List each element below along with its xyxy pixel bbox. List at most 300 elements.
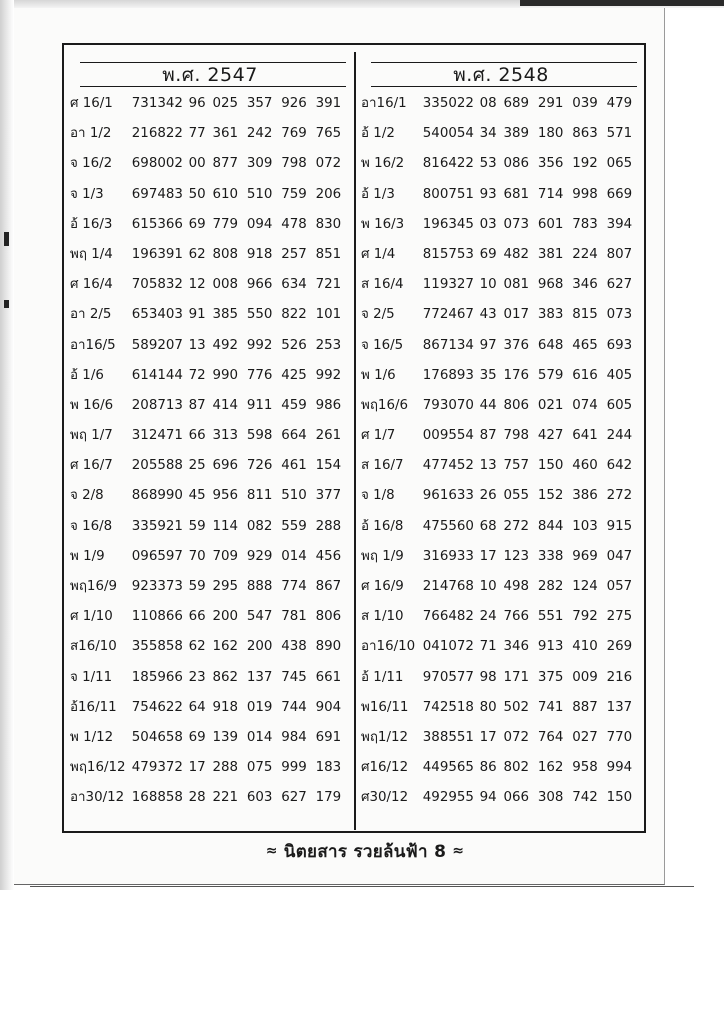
draw-row xyxy=(361,183,641,213)
three-digit-number: 114 xyxy=(212,518,239,534)
page-bottom-edge xyxy=(30,886,694,887)
draw-row xyxy=(70,515,350,545)
three-digit-number: 073 xyxy=(503,216,530,232)
first-prize-number: 816422 xyxy=(422,156,474,172)
three-digit-number: 502 xyxy=(503,699,530,715)
draw-row xyxy=(361,515,641,545)
first-prize-number: 731342 xyxy=(131,96,183,111)
three-digit-number: 377 xyxy=(315,488,342,504)
three-digit-number: 603 xyxy=(246,790,273,806)
three-digit-number: 696 xyxy=(212,458,239,474)
three-digit-number: 709 xyxy=(212,548,239,564)
three-digit-number: 459 xyxy=(281,397,307,413)
three-digit-number: 272 xyxy=(503,518,530,534)
draw-row xyxy=(361,726,641,756)
three-digit-number: 162 xyxy=(537,760,564,776)
three-digit-number: 601 xyxy=(537,216,564,232)
draw-row xyxy=(70,213,350,243)
three-digit-number: 969 xyxy=(572,548,598,564)
three-digit-number: 689 xyxy=(503,96,530,111)
three-digit-number: 269 xyxy=(606,639,633,655)
first-prize-number: 096597 xyxy=(131,548,183,564)
two-digit-number: 43 xyxy=(479,307,497,323)
three-digit-number: 137 xyxy=(246,669,273,685)
draw-row xyxy=(70,756,350,786)
three-digit-number: 890 xyxy=(315,639,342,655)
draw-row xyxy=(70,122,350,152)
three-digit-number: 438 xyxy=(281,639,307,655)
draw-date: ศ 16/7 xyxy=(70,458,113,474)
draw-date: พฤ1/12 xyxy=(361,729,409,745)
three-digit-number: 766 xyxy=(503,609,530,625)
three-digit-number: 510 xyxy=(246,186,273,202)
three-digit-number: 918 xyxy=(212,699,239,715)
column-title: พ.ศ. 2548 xyxy=(453,64,549,86)
three-digit-number: 176 xyxy=(503,367,530,383)
three-digit-number: 998 xyxy=(572,186,598,202)
three-digit-number: 137 xyxy=(606,699,633,715)
two-digit-number: 28 xyxy=(188,790,206,806)
three-digit-number: 139 xyxy=(212,729,239,745)
three-digit-number: 288 xyxy=(212,760,239,776)
three-digit-number: 072 xyxy=(503,729,530,745)
three-digit-number: 765 xyxy=(315,126,342,142)
three-digit-number: 661 xyxy=(315,669,342,685)
draw-row xyxy=(70,92,350,122)
three-digit-number: 357 xyxy=(246,96,273,111)
draw-row xyxy=(70,183,350,213)
three-digit-number: 288 xyxy=(315,518,342,534)
three-digit-number: 664 xyxy=(281,428,307,444)
three-digit-number: 179 xyxy=(315,790,342,806)
draw-date: ส 16/7 xyxy=(361,458,404,474)
three-digit-number: 405 xyxy=(606,367,633,383)
three-digit-number: 019 xyxy=(246,699,273,715)
draw-date: อ้16/11 xyxy=(70,699,117,715)
three-digit-number: 802 xyxy=(503,760,530,776)
three-digit-number: 282 xyxy=(537,579,564,594)
three-digit-number: 526 xyxy=(281,337,307,353)
three-digit-number: 479 xyxy=(606,96,633,111)
two-digit-number: 70 xyxy=(188,548,206,564)
draw-date: อ้ 16/3 xyxy=(70,216,113,232)
draw-row xyxy=(70,666,350,696)
column-header xyxy=(361,48,641,88)
three-digit-number: 783 xyxy=(572,216,598,232)
draw-date: อา16/10 xyxy=(361,639,416,655)
two-digit-number: 69 xyxy=(479,246,497,262)
three-digit-number: 844 xyxy=(537,518,564,534)
draw-row xyxy=(361,484,641,514)
draw-date: ศ 1/7 xyxy=(361,428,396,444)
first-prize-number: 754622 xyxy=(131,699,183,715)
three-digit-number: 101 xyxy=(315,307,342,323)
three-digit-number: 456 xyxy=(315,548,342,564)
first-prize-number: 205588 xyxy=(131,458,183,474)
three-digit-number: 272 xyxy=(606,488,633,504)
first-prize-number: 772467 xyxy=(422,307,474,323)
three-digit-number: 244 xyxy=(606,428,633,444)
three-digit-number: 391 xyxy=(315,96,342,111)
three-digit-number: 610 xyxy=(212,186,239,202)
draw-date: ศ 1/4 xyxy=(361,246,396,262)
draw-row xyxy=(361,696,641,726)
draw-date: พฤ 1/7 xyxy=(70,428,113,444)
two-digit-number: 59 xyxy=(188,518,206,534)
three-digit-number: 669 xyxy=(606,186,633,202)
three-digit-number: 714 xyxy=(537,186,564,202)
three-digit-number: 386 xyxy=(572,488,598,504)
three-digit-number: 389 xyxy=(503,126,530,142)
draw-date: พฤ16/6 xyxy=(361,397,409,413)
three-digit-number: 913 xyxy=(537,639,564,655)
draw-date: พฤ 1/9 xyxy=(361,548,404,564)
three-digit-number: 162 xyxy=(212,639,239,655)
three-digit-number: 385 xyxy=(212,307,239,323)
draw-date: จ 16/5 xyxy=(361,337,404,353)
three-digit-number: 745 xyxy=(281,669,307,685)
first-prize-number: 185966 xyxy=(131,669,183,685)
three-digit-number: 017 xyxy=(503,307,530,323)
draw-date: พ 16/6 xyxy=(70,397,114,413)
three-digit-number: 221 xyxy=(212,790,239,806)
three-digit-number: 094 xyxy=(246,216,273,232)
three-digit-number: 781 xyxy=(281,609,307,625)
draw-date: จ 2/5 xyxy=(361,307,395,323)
three-digit-number: 966 xyxy=(246,277,273,293)
draw-date: พฤ 1/4 xyxy=(70,246,113,262)
two-digit-number: 66 xyxy=(188,609,206,625)
first-prize-number: 653403 xyxy=(131,307,183,323)
two-digit-number: 97 xyxy=(479,337,497,353)
three-digit-number: 741 xyxy=(537,699,564,715)
two-digit-number: 13 xyxy=(479,458,497,474)
header-rule-bottom xyxy=(80,86,346,87)
first-prize-number: 492955 xyxy=(422,790,474,806)
year-2547-column xyxy=(70,48,350,806)
three-digit-number: 394 xyxy=(606,216,633,232)
three-digit-number: 066 xyxy=(503,790,530,806)
three-digit-number: 550 xyxy=(246,307,273,323)
draw-date: อ้ 1/6 xyxy=(70,367,104,383)
first-prize-number: 614144 xyxy=(131,367,183,383)
two-digit-number: 08 xyxy=(479,96,497,111)
three-digit-number: 744 xyxy=(281,699,307,715)
first-prize-number: 961633 xyxy=(422,488,474,504)
first-prize-number: 168858 xyxy=(131,790,183,806)
first-prize-number: 815753 xyxy=(422,246,474,262)
first-prize-number: 766482 xyxy=(422,609,474,625)
draw-date: พ 16/3 xyxy=(361,216,405,232)
three-digit-number: 992 xyxy=(246,337,273,353)
three-digit-number: 798 xyxy=(281,156,307,172)
first-prize-number: 449565 xyxy=(422,760,474,776)
three-digit-number: 224 xyxy=(572,246,598,262)
three-digit-number: 863 xyxy=(572,126,598,142)
three-digit-number: 074 xyxy=(572,397,598,413)
three-digit-number: 721 xyxy=(315,277,342,293)
three-digit-number: 346 xyxy=(503,639,530,655)
three-digit-number: 571 xyxy=(606,126,633,142)
three-digit-number: 759 xyxy=(281,186,307,202)
draw-date: อา 1/2 xyxy=(70,126,112,142)
three-digit-number: 926 xyxy=(281,96,307,111)
first-prize-number: 355858 xyxy=(131,639,183,655)
three-digit-number: 968 xyxy=(537,277,564,293)
two-digit-number: 12 xyxy=(188,277,206,293)
draw-date: จ 16/8 xyxy=(70,518,113,534)
three-digit-number: 014 xyxy=(246,729,273,745)
three-digit-number: 693 xyxy=(606,337,633,353)
three-digit-number: 410 xyxy=(572,639,598,655)
two-digit-number: 96 xyxy=(188,96,206,111)
two-digit-number: 68 xyxy=(479,518,497,534)
three-digit-number: 627 xyxy=(281,790,307,806)
three-digit-number: 082 xyxy=(246,518,273,534)
draw-row xyxy=(70,484,350,514)
draw-date: อา16/1 xyxy=(361,96,407,111)
two-digit-number: 53 xyxy=(479,156,497,172)
draw-row xyxy=(361,273,641,303)
draw-date: ศ16/12 xyxy=(361,760,409,776)
first-prize-number: 479372 xyxy=(131,760,183,776)
three-digit-number: 055 xyxy=(503,488,530,504)
three-digit-number: 124 xyxy=(572,579,598,594)
two-digit-number: 86 xyxy=(479,760,497,776)
draw-row xyxy=(361,394,641,424)
three-digit-number: 691 xyxy=(315,729,342,745)
three-digit-number: 361 xyxy=(212,126,239,142)
draw-date: ศ 1/10 xyxy=(70,609,113,625)
three-digit-number: 027 xyxy=(572,729,598,745)
first-prize-number: 615366 xyxy=(131,216,183,232)
two-digit-number: 77 xyxy=(188,126,206,142)
draw-row xyxy=(361,303,641,333)
draw-date: พฤ16/9 xyxy=(70,579,118,594)
three-digit-number: 726 xyxy=(246,458,273,474)
header-rule-bottom xyxy=(371,86,637,87)
two-digit-number: 87 xyxy=(479,428,497,444)
three-digit-number: 065 xyxy=(606,156,633,172)
draw-date: จ 2/8 xyxy=(70,488,104,504)
two-digit-number: 59 xyxy=(188,579,206,594)
two-digit-number: 24 xyxy=(479,609,497,625)
draw-row xyxy=(361,213,641,243)
three-digit-number: 648 xyxy=(537,337,564,353)
first-prize-number: 119327 xyxy=(422,277,474,293)
three-digit-number: 605 xyxy=(606,397,633,413)
three-digit-number: 616 xyxy=(572,367,598,383)
three-digit-number: 073 xyxy=(606,307,633,323)
draw-row xyxy=(70,545,350,575)
draw-row xyxy=(70,786,350,816)
three-digit-number: 642 xyxy=(606,458,633,474)
three-digit-number: 911 xyxy=(246,397,273,413)
three-digit-number: 888 xyxy=(246,579,273,594)
three-digit-number: 992 xyxy=(315,367,342,383)
draw-row xyxy=(361,454,641,484)
draw-row xyxy=(361,334,641,364)
draw-row xyxy=(361,605,641,635)
draw-date: พ 1/12 xyxy=(70,729,114,745)
three-digit-number: 551 xyxy=(537,609,564,625)
three-digit-number: 830 xyxy=(315,216,342,232)
three-digit-number: 811 xyxy=(246,488,273,504)
draw-date: พ16/11 xyxy=(361,699,409,715)
draw-date: ส 16/4 xyxy=(361,277,404,293)
first-prize-number: 388551 xyxy=(422,729,474,745)
three-digit-number: 681 xyxy=(503,186,530,202)
three-digit-number: 465 xyxy=(572,337,598,353)
three-digit-number: 742 xyxy=(572,790,598,806)
three-digit-number: 867 xyxy=(315,579,342,594)
draw-date: จ 1/8 xyxy=(361,488,395,504)
draw-date: จ 1/3 xyxy=(70,186,104,202)
two-digit-number: 64 xyxy=(188,699,206,715)
draw-date: ศ30/12 xyxy=(361,790,409,806)
first-prize-number: 697483 xyxy=(131,186,183,202)
draw-date: พ 1/6 xyxy=(361,367,396,383)
two-digit-number: 62 xyxy=(188,246,206,262)
draw-date: อา 2/5 xyxy=(70,307,112,323)
draw-row xyxy=(70,454,350,484)
three-digit-number: 008 xyxy=(212,277,239,293)
draw-rows xyxy=(70,92,350,817)
three-digit-number: 275 xyxy=(606,609,633,625)
draw-row xyxy=(361,666,641,696)
first-prize-number: 216822 xyxy=(131,126,183,142)
three-digit-number: 338 xyxy=(537,548,564,564)
three-digit-number: 103 xyxy=(572,518,598,534)
two-digit-number: 25 xyxy=(188,458,206,474)
first-prize-number: 475560 xyxy=(422,518,474,534)
three-digit-number: 295 xyxy=(212,579,239,594)
three-digit-number: 014 xyxy=(281,548,307,564)
draw-date: อ้ 1/2 xyxy=(361,126,395,142)
draw-row xyxy=(361,122,641,152)
first-prize-number: 176893 xyxy=(422,367,474,383)
draw-row xyxy=(70,635,350,665)
draw-row xyxy=(70,575,350,605)
three-digit-number: 346 xyxy=(572,277,598,293)
three-digit-number: 154 xyxy=(315,458,342,474)
three-digit-number: 559 xyxy=(281,518,307,534)
three-digit-number: 808 xyxy=(212,246,239,262)
draw-row xyxy=(70,696,350,726)
three-digit-number: 081 xyxy=(503,277,530,293)
draw-date: อ้ 16/8 xyxy=(361,518,404,534)
two-digit-number: 23 xyxy=(188,669,206,685)
two-digit-number: 69 xyxy=(188,729,206,745)
three-digit-number: 984 xyxy=(281,729,307,745)
three-digit-number: 769 xyxy=(281,126,307,142)
first-prize-number: 312471 xyxy=(131,428,183,444)
three-digit-number: 929 xyxy=(246,548,273,564)
draw-row xyxy=(361,545,641,575)
ornament-icon: ≈ xyxy=(452,843,465,859)
draw-row xyxy=(70,243,350,273)
draw-row xyxy=(70,152,350,182)
draw-row xyxy=(70,424,350,454)
first-prize-number: 110866 xyxy=(131,609,183,625)
draw-row xyxy=(70,334,350,364)
first-prize-number: 540054 xyxy=(422,126,474,142)
column-header xyxy=(70,48,350,88)
draw-row xyxy=(70,303,350,333)
three-digit-number: 072 xyxy=(315,156,342,172)
draw-row xyxy=(361,364,641,394)
first-prize-number: 868990 xyxy=(131,488,183,504)
three-digit-number: 216 xyxy=(606,669,633,685)
page-edge-left xyxy=(0,0,14,890)
first-prize-number: 742518 xyxy=(422,699,474,715)
three-digit-number: 792 xyxy=(572,609,598,625)
draw-row xyxy=(361,243,641,273)
three-digit-number: 478 xyxy=(281,216,307,232)
three-digit-number: 183 xyxy=(315,760,342,776)
draw-date: พ 16/2 xyxy=(361,156,405,172)
first-prize-number: 477452 xyxy=(422,458,474,474)
three-digit-number: 150 xyxy=(537,458,564,474)
three-digit-number: 383 xyxy=(537,307,564,323)
two-digit-number: 93 xyxy=(479,186,497,202)
draw-row xyxy=(361,152,641,182)
three-digit-number: 039 xyxy=(572,96,598,111)
two-digit-number: 10 xyxy=(479,277,497,293)
three-digit-number: 192 xyxy=(572,156,598,172)
three-digit-number: 009 xyxy=(572,669,598,685)
three-digit-number: 206 xyxy=(315,186,342,202)
draw-date: ศ 16/1 xyxy=(70,96,113,111)
three-digit-number: 627 xyxy=(606,277,633,293)
three-digit-number: 376 xyxy=(503,337,530,353)
two-digit-number: 10 xyxy=(479,579,497,594)
first-prize-number: 793070 xyxy=(422,397,474,413)
draw-row xyxy=(70,726,350,756)
three-digit-number: 171 xyxy=(503,669,530,685)
draw-date: จ 16/2 xyxy=(70,156,113,172)
three-digit-number: 547 xyxy=(246,609,273,625)
three-digit-number: 492 xyxy=(212,337,239,353)
page-edge-shadow xyxy=(520,0,724,6)
three-digit-number: 150 xyxy=(606,790,633,806)
three-digit-number: 460 xyxy=(572,458,598,474)
first-prize-number: 335921 xyxy=(131,518,183,534)
three-digit-number: 986 xyxy=(315,397,342,413)
three-digit-number: 806 xyxy=(503,397,530,413)
column-divider xyxy=(354,52,356,830)
three-digit-number: 994 xyxy=(606,760,633,776)
draw-date: อ้ 1/11 xyxy=(361,669,404,685)
three-digit-number: 057 xyxy=(606,579,633,594)
three-digit-number: 764 xyxy=(537,729,564,745)
three-digit-number: 774 xyxy=(281,579,307,594)
three-digit-number: 375 xyxy=(537,669,564,685)
year-2548-column xyxy=(361,48,641,806)
draw-row xyxy=(361,756,641,786)
three-digit-number: 862 xyxy=(212,669,239,685)
draw-row xyxy=(70,273,350,303)
draw-date: จ 1/11 xyxy=(70,669,113,685)
three-digit-number: 904 xyxy=(315,699,342,715)
two-digit-number: 80 xyxy=(479,699,497,715)
two-digit-number: 98 xyxy=(479,669,497,685)
first-prize-number: 009554 xyxy=(422,428,474,444)
two-digit-number: 34 xyxy=(479,126,497,142)
footer-text: นิตยสาร รวยล้นฟ้า 8 xyxy=(283,841,447,862)
draw-date: อ้ 1/3 xyxy=(361,186,395,202)
three-digit-number: 877 xyxy=(212,156,239,172)
